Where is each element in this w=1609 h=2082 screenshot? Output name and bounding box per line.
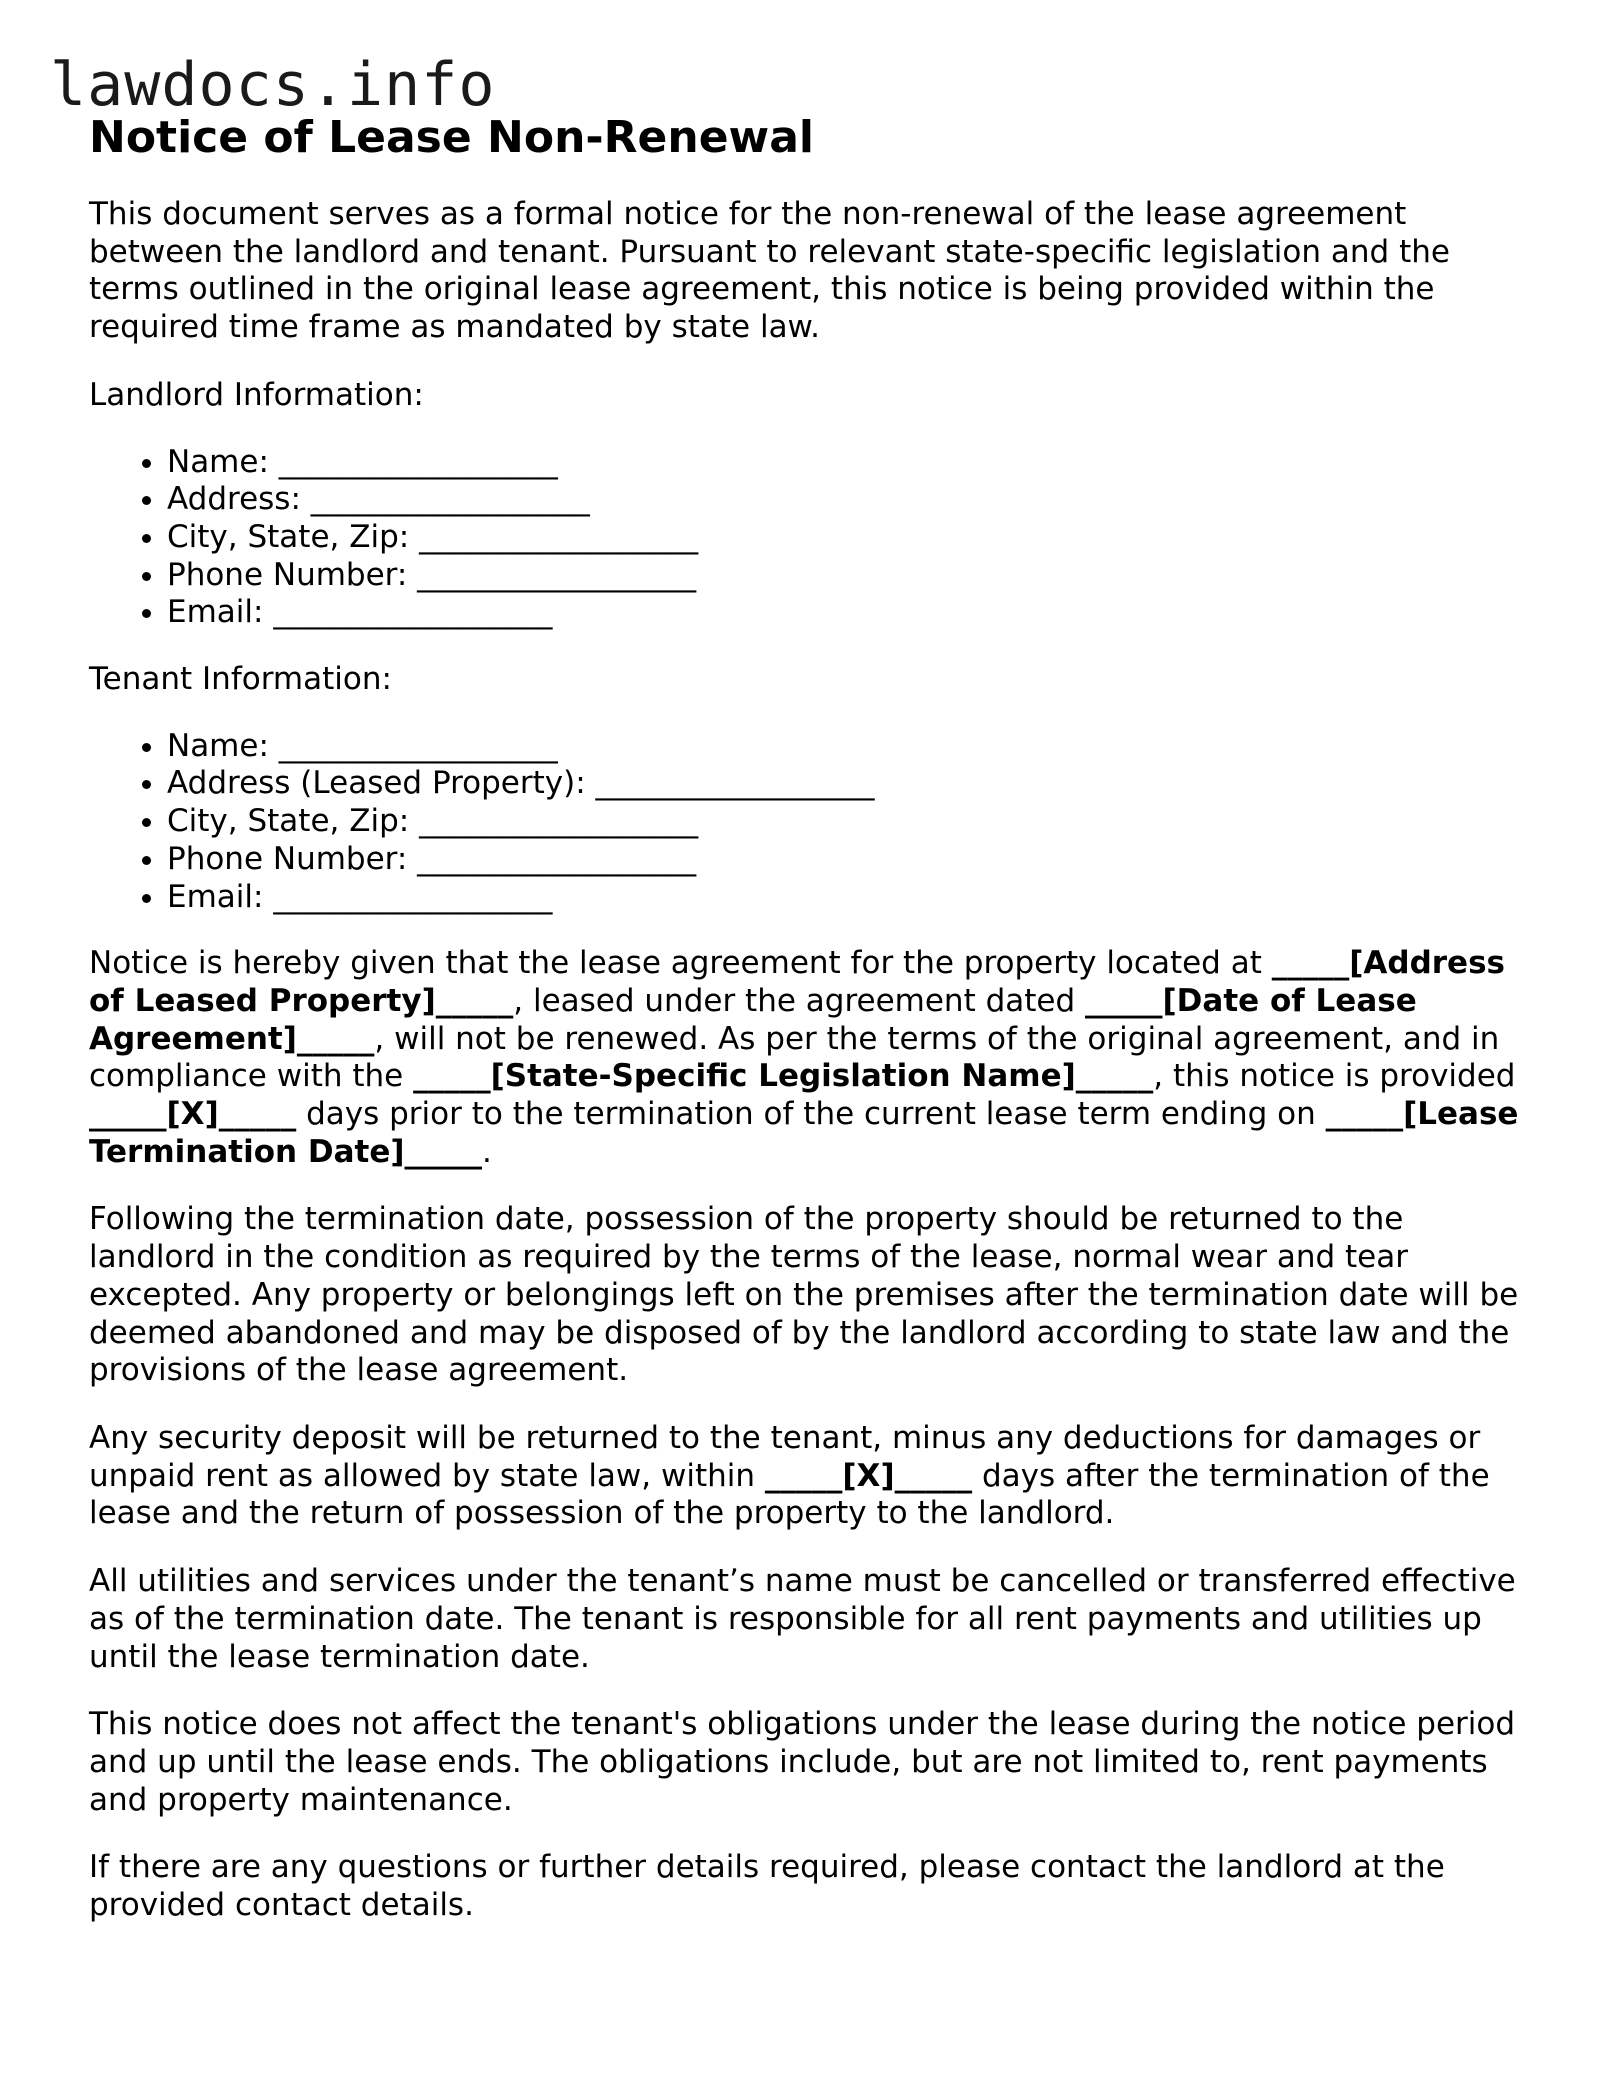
- tenant-email-blank: __________________: [273, 878, 553, 915]
- tenant-phone-blank: __________________: [417, 840, 697, 877]
- landlord-email-item: • Email: __________________: [167, 594, 1529, 632]
- tenant-city-blank: __________________: [419, 803, 699, 840]
- tenant-address-item: • Address (Leased Property): __________________: [167, 765, 1529, 803]
- deposit-paragraph: Any security deposit will be returned to the tenant, minus any deductions for damages or unpaid rent as allowed by state law, within _____[X]_____ days after the termination of the lease and the return of possession of the property to the landlord.: [89, 1419, 1490, 1532]
- lease-termination-date-field: _____[Lease Termination Date]_____: [89, 1096, 1519, 1170]
- landlord-info-list: [89, 444, 1529, 633]
- leased-property-address-field: _____[Address of Leased Property]_____: [89, 945, 1505, 1019]
- state-legislation-name-field: _____[State-Specific Legislation Name]_____: [413, 1058, 1154, 1095]
- intro-paragraph: This document serves as a formal notice for the non-renewal of the lease agreement between the landlord and tenant. Pursuant to relevant state-specific legislation and the terms outlined in the original lease agreement, this notice is being provided within the required time frame as mandated by state law.: [89, 196, 1450, 346]
- tenant-phone-item: • Phone Number: __________________: [167, 841, 1529, 879]
- tenant-name-blank: __________________: [278, 727, 558, 764]
- contact-paragraph: If there are any questions or further details required, please contact the landlord at the provided contact details.: [89, 1849, 1445, 1924]
- tenant-info-list: [89, 728, 1529, 917]
- tenant-info-heading: Tenant Information:: [89, 661, 392, 698]
- tenant-address-blank: __________________: [595, 765, 875, 802]
- document-title: Notice of Lease Non-Renewal: [89, 112, 814, 163]
- landlord-city-blank: __________________: [419, 518, 699, 555]
- landlord-address-item: • Address: __________________: [167, 481, 1529, 519]
- tenant-email-item: • Email: __________________: [167, 879, 1529, 917]
- landlord-phone-blank: __________________: [417, 556, 697, 593]
- landlord-name-blank: __________________: [278, 443, 558, 480]
- site-watermark: lawdocs.info: [50, 50, 496, 120]
- landlord-address-blank: __________________: [310, 481, 590, 518]
- notice-days-field: _____[X]_____: [89, 1096, 297, 1133]
- notice-paragraph: Notice is hereby given that the lease agreement for the property located at _____[Address of Leased Property]_____, leased under the agreement dated _____[Date of Lease Agreement]_____, will not be renewed. As per the terms of the original agreement, and in compliance with the _____[State-Specific Legislation Name]_____, this notice is provided _____[X]_____ days prior to the termination of the current lease term ending on _____[Lease Termination Date]_____.: [89, 945, 1519, 1170]
- landlord-email-blank: __________________: [273, 594, 553, 631]
- landlord-info-heading: Landlord Information:: [89, 376, 424, 413]
- deposit-days-field: _____[X]_____: [764, 1457, 973, 1494]
- tenant-name-item: • Name: __________________: [167, 728, 1529, 766]
- obligations-paragraph: This notice does not affect the tenant's obligations under the lease during the notice period and up until the lease ends. The obligations include, but are not limited to, rent payments and property maintenance.: [89, 1706, 1516, 1818]
- utilities-paragraph: All utilities and services under the tenant’s name must be cancelled or transferred effective as of the termination date. The tenant is responsible for all rent payments and utilities up until the lease termination date.: [89, 1563, 1516, 1675]
- lease-agreement-date-field: _____[Date of Lease Agreement]_____: [89, 982, 1417, 1057]
- landlord-city-item: • City, State, Zip: __________________: [167, 519, 1529, 557]
- possession-paragraph: Following the termination date, possession of the property should be returned to the landlord in the condition as required by the terms of the lease, normal wear and tear excepted. Any property or belongings left on the premises after the termination date will be deemed abandoned and may be disposed of by the landlord according to state law and the provisions of the lease agreement.: [89, 1201, 1519, 1389]
- document-body: [89, 110, 1529, 1955]
- tenant-city-item: • City, State, Zip: __________________: [167, 803, 1529, 841]
- landlord-phone-item: • Phone Number: __________________: [167, 557, 1529, 595]
- landlord-name-item: • Name: __________________: [167, 444, 1529, 482]
